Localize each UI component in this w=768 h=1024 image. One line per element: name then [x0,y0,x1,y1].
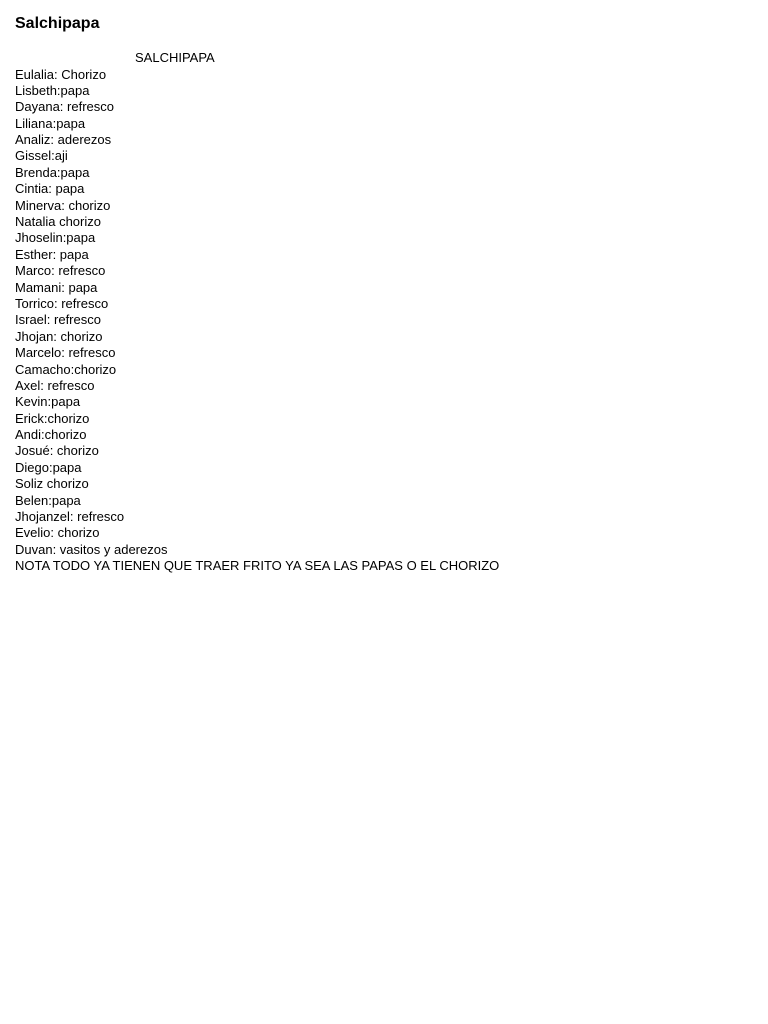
list-item: Andi:chorizo [15,427,87,443]
list-item: Axel: refresco [15,377,95,393]
list-item: Marco: refresco [15,263,106,279]
list-item: Analiz: aderezos [15,132,112,148]
list-item: Josué: chorizo [15,443,99,459]
list-item: Eulalia: Chorizo [15,66,107,82]
list-item: Jhojanzel: refresco [15,509,125,525]
document-title: Salchipapa [15,15,100,32]
list-item: Torrico: refresco [15,295,109,311]
list-item: Liliana:papa [15,115,86,131]
list-item: Erick:chorizo [15,410,90,426]
list-item: Gissel:aji [15,148,68,164]
list-item: Camacho:chorizo [15,361,117,377]
list-item: Duvan: vasitos y aderezos [15,541,168,557]
list-item: Jhoselin:papa [15,230,96,246]
list-item: Esther: papa [15,246,89,262]
note-line: NOTA TODO YA TIENEN QUE TRAER FRITO YA SEA LAS PAPAS O EL CHORIZO [15,558,500,574]
assignment-list [15,67,499,575]
list-item: Israel: refresco [15,312,101,328]
list-item: Mamani: papa [15,279,98,295]
list-item: Diego:papa [15,459,82,475]
list-item: Marcelo: refresco [15,345,116,361]
list-item: Dayana: refresco [15,99,114,115]
list-item: Cintia: papa [15,181,85,197]
document-heading: SALCHIPAPA [135,50,215,65]
list-item: Natalia chorizo [15,214,101,230]
list-item: Lisbeth:papa [15,82,90,98]
list-item: Jhojan: chorizo [15,328,103,344]
list-item: Kevin:papa [15,394,81,410]
list-item: Minerva: chorizo [15,197,111,213]
list-item: Belen:papa [15,492,81,508]
list-item: Soliz chorizo [15,476,89,492]
list-item: Evelio: chorizo [15,525,100,541]
list-item: Brenda:papa [15,164,90,180]
